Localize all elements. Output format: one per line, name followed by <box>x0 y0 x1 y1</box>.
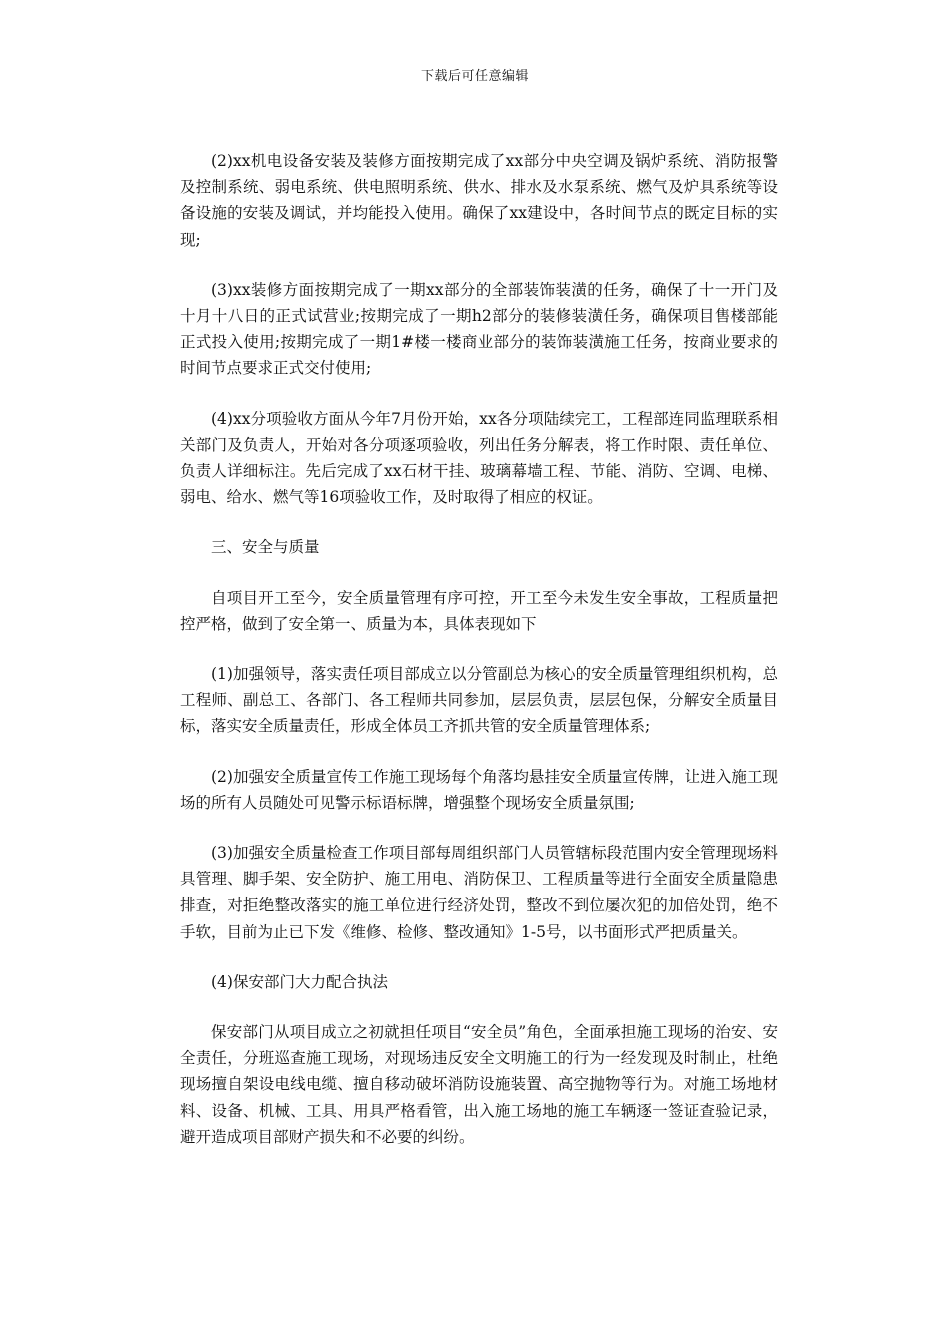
paragraph-electromechanical: (2)xx机电设备安装及装修方面按期完成了xx部分中央空调及锅炉系统、消防报警及控制系统、弱电系统、供电照明系统、供水、排水及水泵系统、燃气及炉具系统等设备设施的安装及调试，并均能投入使用。确保了xx建设中，各时间节点的既定目标的实现; <box>180 152 778 249</box>
paragraph-safety-intro: 自项目开工至今，安全质量管理有序可控，开工至今未发生安全事故，工程质量把控严格，做到了安全第一、质量为本，具体表现如下 <box>180 588 778 633</box>
paragraph-leadership: (1)加强领导，落实责任项目部成立以分管副总为核心的安全质量管理组织机构，总工程师、副总工、各部门、各工程师共同参加，层层负责，层层包保，分解安全质量目标，落实安全质量责任，形成全体员工齐抓共管的安全质量管理体系; <box>180 665 778 736</box>
paragraph-inspection: (3)加强安全质量检查工作项目部每周组织部门人员管辖标段范围内安全管理现场料具管理、脚手架、安全防护、施工用电、消防保卫、工程质量等进行全面安全质量隐患排查，对拒绝整改落实的施工单位进行经济处罚，整改不到位屡次犯的加倍处罚，绝不手软，目前为止已下发《维修、检修、整改通知》1-5号，以书面形式严把质量关。 <box>180 844 778 941</box>
document-body <box>180 148 778 1174</box>
paragraph-acceptance: (4)xx分项验收方面从今年7月份开始，xx各分项陆续完工，工程部连同监理联系相关部门及负责人，开始对各分项逐项验收，列出任务分解表，将工作时限、责任单位、负责人详细标注。先后完成了xx石材干挂、玻璃幕墙工程、节能、消防、空调、电梯、弱电、给水、燃气等16项验收工作，及时取得了相应的权证。 <box>180 409 778 507</box>
paragraph-decoration: (3)xx装修方面按期完成了一期xx部分的全部装饰装潢的任务，确保了十一开门及十月十八日的正式试营业;按期完成了一期h2部分的装修装潢任务，确保项目售楼部能正式投入使用;按期完成了一期1#楼一楼商业部分的装饰装潢施工任务，按商业要求的时间节点要求正式交付使用; <box>180 280 778 378</box>
paragraph-security-duties: 保安部门从项目成立之初就担任项目“安全员”角色，全面承担施工现场的治安、安全责任，分班巡查施工现场，对现场违反安全文明施工的行为一经发现及时制止，杜绝现场擅自架设电线电缆、擅自移动破坏消防设施装置、高空抛物等行为。对施工场地材料、设备、机械、工具、用具严格看管，出入施工场地的施工车辆逐一签证查验记录，避开造成项目部财产损失和不必要的纠纷。 <box>180 1023 778 1146</box>
subheading-security-department: (4)保安部门大力配合执法 <box>211 972 388 991</box>
paragraph-publicity: (2)加强安全质量宣传工作施工现场每个角落均悬挂安全质量宣传牌，让进入施工现场的所有人员随处可见警示标语标牌，增强整个现场安全质量氛围; <box>180 767 778 812</box>
page-header: 下载后可任意编辑 <box>420 69 529 84</box>
section-heading-safety-quality: 三、安全与质量 <box>211 538 320 557</box>
